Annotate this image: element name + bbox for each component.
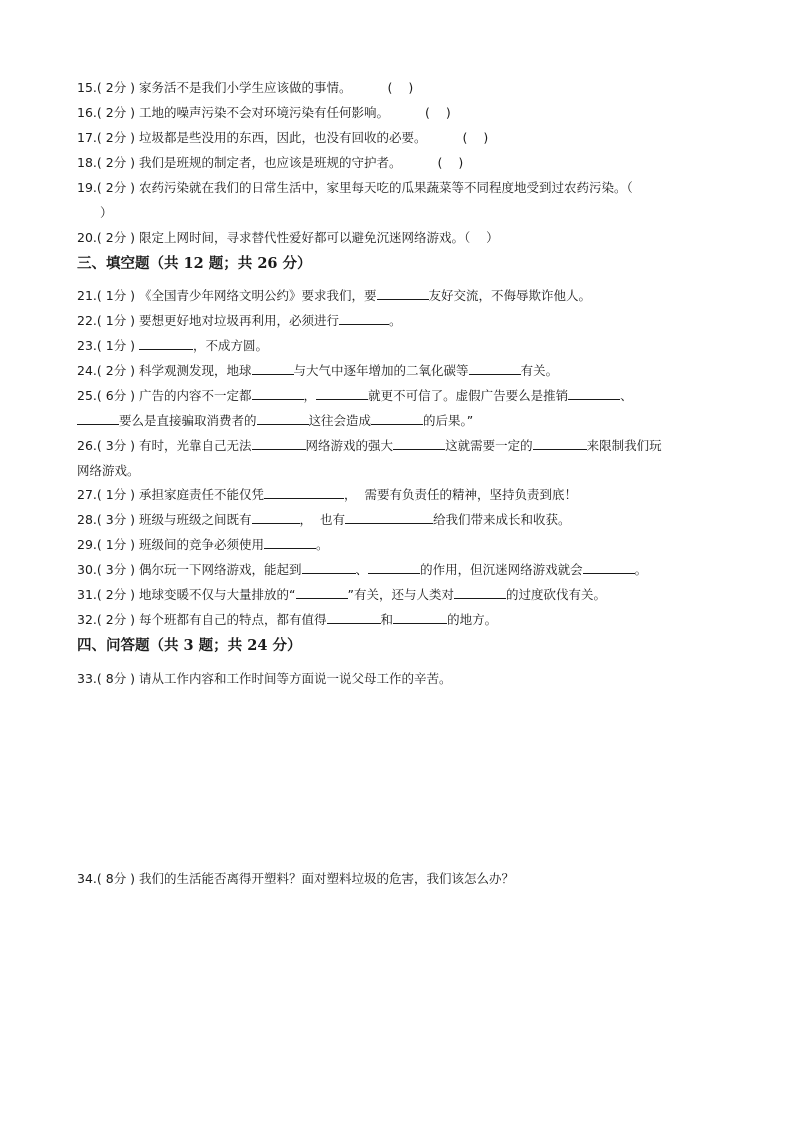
answer-blank[interactable]: [264, 486, 344, 499]
question-score: ( 2分 ): [96, 180, 140, 195]
answer-blank[interactable]: [454, 586, 506, 599]
question-number: 21.: [77, 288, 97, 303]
question-text: ，不成方圆。: [193, 338, 269, 353]
answer-blank[interactable]: [327, 611, 381, 624]
question-21: [77, 287, 724, 305]
question-text: 的作用，但沉迷网络游戏就会: [420, 562, 583, 577]
question-score: ( 1分 ): [96, 288, 140, 303]
question-text: 、: [620, 388, 633, 403]
question-text: 我们是班规的制定者，也应该是班规的守护者。: [139, 155, 402, 170]
question-text: 给我们带来成长和收获。: [433, 512, 571, 527]
question-number: 27.: [77, 487, 97, 502]
question-number: 26.: [77, 438, 97, 453]
question-text: 偶尔玩一下网络游戏，能起到: [139, 562, 302, 577]
answer-blank[interactable]: [533, 437, 587, 450]
question-15: [77, 79, 724, 97]
question-number: 18.: [77, 155, 97, 170]
question-26: [77, 433, 724, 483]
question-score: ( 2分 ): [96, 587, 140, 602]
question-score: ( 2分 ): [96, 80, 140, 95]
question-score: ( 6分 ): [96, 388, 140, 403]
answer-blank[interactable]: [393, 611, 447, 624]
question-text: 友好交流，不侮辱欺诈他人。: [428, 288, 592, 303]
question-24: [77, 362, 724, 380]
question-text: 工地的噪声污染不会对环境污染有任何影响。: [139, 105, 390, 120]
question-text: 限定上网时间，寻求替代性爱好都可以避免沉迷网络游戏。（ ）: [139, 230, 499, 245]
answer-blank[interactable]: [339, 312, 389, 325]
question-score: ( 1分 ): [96, 338, 140, 353]
question-text: 的地方。: [447, 612, 498, 627]
question-28: [77, 511, 724, 529]
question-25: [77, 383, 724, 433]
answer-blank[interactable]: [377, 287, 429, 300]
question-score: ( 1分 ): [96, 487, 140, 502]
question-text: 网络游戏的强大: [305, 438, 394, 453]
question-text: 和: [380, 612, 394, 627]
section-heading-fill-in: 三、填空题（共 12 题；共 26 分）: [77, 255, 312, 272]
question-number: 16.: [77, 105, 97, 120]
question-text: 这就需要一定的: [445, 438, 533, 453]
answer-blank[interactable]: [469, 362, 521, 375]
answer-blank[interactable]: [296, 586, 348, 599]
answer-blank[interactable]: [252, 437, 306, 450]
answer-blank[interactable]: [568, 387, 620, 400]
answer-blank[interactable]: [316, 387, 368, 400]
question-17: [77, 129, 724, 147]
question-34: [77, 870, 724, 888]
question-score: ( 2分 ): [96, 155, 140, 170]
question-20: [77, 229, 724, 247]
question-number: 31.: [77, 587, 97, 602]
question-32: [77, 611, 724, 629]
section-heading-short-answer: 四、问答题（共 3 题；共 24 分）: [77, 637, 302, 654]
question-text: 班级与班级之间既有: [139, 512, 252, 527]
question-text: 来限制我们玩: [586, 438, 662, 453]
question-29: [77, 536, 724, 554]
question-text: 就更不可信了。虚假广告要么是推销: [368, 388, 569, 403]
question-score: ( 8分 ): [96, 671, 140, 686]
question-text: 请从工作内容和工作时间等方面说一说父母工作的辛苦。: [139, 671, 452, 686]
question-text: 农药污染就在我们的日常生活中，家里每天吃的瓜果蔬菜等不同程度地受到过农药污染。（: [139, 180, 633, 195]
question-number: 17.: [77, 130, 97, 145]
question-text: 、: [355, 562, 369, 577]
question-score: ( 2分 ): [96, 612, 140, 627]
answer-blank[interactable]: [302, 561, 356, 574]
answer-parentheses[interactable]: ( ): [425, 105, 451, 120]
question-number: 28.: [77, 512, 97, 527]
question-text: 有时，光靠自己无法: [139, 438, 252, 453]
answer-parentheses[interactable]: ( ): [387, 80, 414, 95]
question-text: 有关。: [520, 363, 559, 378]
question-18: [77, 154, 724, 172]
question-score: ( 2分 ): [96, 230, 140, 245]
answer-area-34[interactable]: [77, 892, 717, 1092]
question-text: 班级间的竞争必须使用: [139, 537, 265, 552]
question-19-continuation: [100, 204, 724, 222]
question-number: 22.: [77, 313, 97, 328]
question-text: 的后果。”: [423, 413, 474, 428]
question-score: ( 1分 ): [96, 537, 140, 552]
question-text: 。: [316, 537, 329, 552]
question-number: 15.: [77, 80, 97, 95]
question-text: 垃圾都是些没用的东西，因此，也没有回收的必要。: [139, 130, 427, 145]
question-text: 的过度砍伐有关。: [506, 587, 607, 602]
question-score: ( 3分 ): [96, 562, 140, 577]
question-text: 我们的生活能否离得开塑料？面对塑料垃圾的危害，我们该怎么办？: [139, 871, 515, 886]
question-text: ， 需要有负责任的精神，坚持负责到底！: [344, 487, 577, 502]
answer-parentheses[interactable]: ( ): [437, 155, 464, 170]
question-score: ( 2分 ): [96, 363, 140, 378]
question-number: 29.: [77, 537, 97, 552]
question-number: 19.: [77, 180, 97, 195]
question-text: 《全国青少年网络文明公约》要求我们，要: [139, 288, 377, 303]
answer-blank[interactable]: [257, 412, 309, 425]
question-text: ， 也有: [299, 512, 345, 527]
answer-blank[interactable]: [252, 387, 304, 400]
question-16: [77, 104, 724, 122]
answer-area-33[interactable]: [77, 692, 717, 862]
question-number: 34.: [77, 871, 97, 886]
answer-parentheses[interactable]: ( ): [462, 130, 489, 145]
answer-blank[interactable]: [264, 536, 316, 549]
question-text: 每个班都有自己的特点，都有值得: [139, 612, 327, 627]
question-score: ( 2分 ): [96, 105, 140, 120]
question-33: [77, 670, 724, 688]
question-31: [77, 586, 724, 604]
question-score: ( 1分 ): [96, 313, 140, 328]
answer-blank[interactable]: [393, 437, 445, 450]
question-number: 25.: [77, 388, 97, 403]
question-text: 网络游戏。: [77, 463, 140, 478]
question-score: ( 3分 ): [96, 512, 140, 527]
question-text: 。: [389, 313, 402, 328]
answer-blank[interactable]: [345, 511, 433, 524]
question-score: ( 2分 ): [96, 130, 140, 145]
answer-blank[interactable]: [583, 561, 635, 574]
question-number: 20.: [77, 230, 97, 245]
question-score: ( 8分 ): [96, 871, 140, 886]
question-19: [77, 179, 724, 197]
question-number: 23.: [77, 338, 97, 353]
question-text: ，: [303, 388, 317, 403]
question-text: 地球变暖不仅与大量排放的“: [139, 587, 296, 602]
question-text: 科学观测发现，地球: [139, 363, 252, 378]
answer-parentheses-close[interactable]: ）: [100, 205, 113, 220]
question-23: [77, 337, 724, 355]
question-text: ”有关，还与人类对: [347, 587, 454, 602]
question-text: 家务活不是我们小学生应该做的事情。: [139, 80, 352, 95]
question-text: 与大气中逐年增加的二氧化碳等: [293, 363, 469, 378]
question-text: 。: [634, 562, 648, 577]
question-30: [77, 561, 724, 579]
answer-blank[interactable]: [252, 362, 294, 375]
answer-blank[interactable]: [139, 337, 193, 350]
question-number: 30.: [77, 562, 97, 577]
answer-blank[interactable]: [77, 412, 119, 425]
question-22: [77, 312, 724, 330]
question-text: 要么是直接骗取消费者的: [119, 413, 257, 428]
question-score: ( 3分 ): [96, 438, 140, 453]
question-number: 33.: [77, 671, 97, 686]
answer-blank[interactable]: [371, 412, 423, 425]
question-number: 32.: [77, 612, 97, 627]
question-text: 要想更好地对垃圾再利用，必须进行: [139, 313, 340, 328]
question-text: 这往会造成: [308, 413, 372, 428]
answer-blank[interactable]: [368, 561, 420, 574]
question-number: 24.: [77, 363, 97, 378]
question-27: [77, 486, 724, 504]
question-text: 广告的内容不一定都: [139, 388, 252, 403]
question-text: 承担家庭责任不能仅凭: [139, 487, 265, 502]
answer-blank[interactable]: [252, 511, 300, 524]
